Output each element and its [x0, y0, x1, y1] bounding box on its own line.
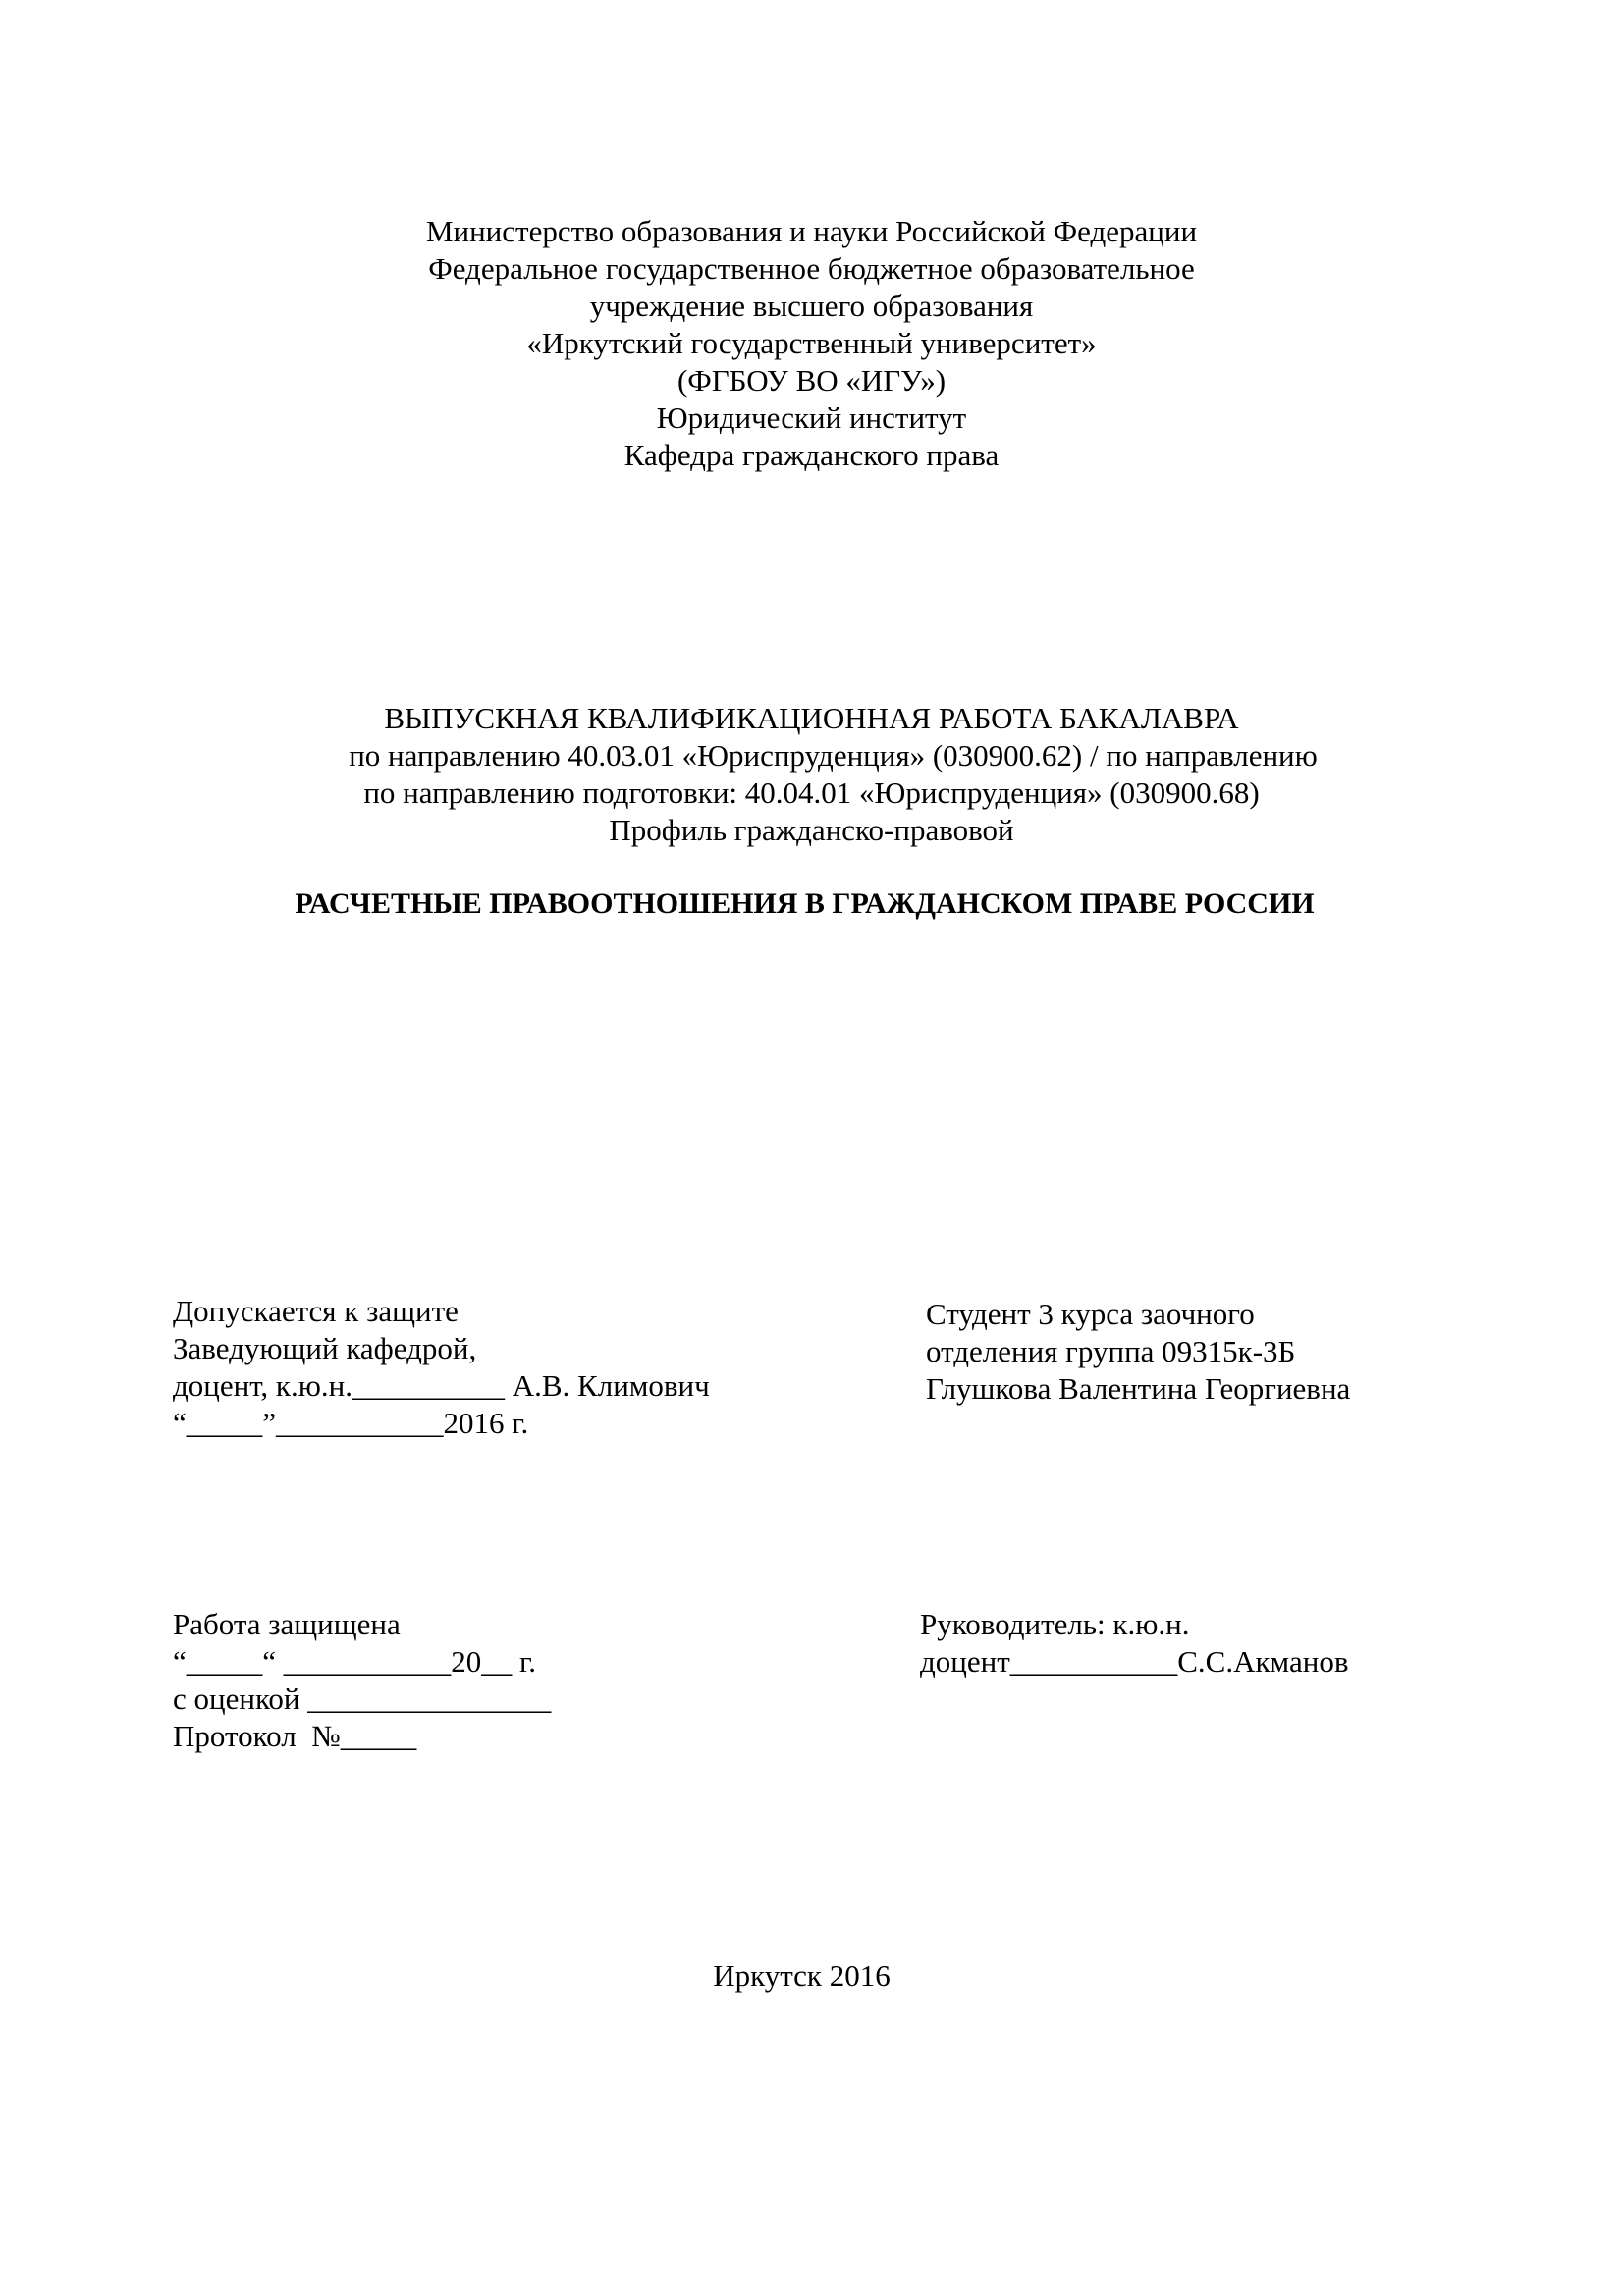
university-name: «Иркутский государственный университет»	[526, 326, 1097, 360]
supervisor-signature: доцент___________С.С.Акманов	[920, 1644, 1349, 1679]
admission-line-1: Допускается к защите	[173, 1294, 459, 1328]
thesis-title: РАСЧЕТНЫЕ ПРАВООТНОШЕНИЯ В ГРАЖДАНСКОМ ПРАВЕ РОССИИ	[295, 887, 1315, 920]
university-abbreviation: (ФГБОУ ВО «ИГУ»)	[676, 363, 947, 398]
direction-line-2: по направлению подготовки: 40.04.01 «Юриспруденция» (030900.68)	[363, 775, 1260, 810]
admission-date: “_____”___________2016 г.	[173, 1406, 529, 1440]
institute-name: Юридический институт	[656, 400, 967, 435]
defense-date: “_____“ ___________20__ г.	[173, 1644, 536, 1679]
admission-line-2: Заведующий кафедрой,	[173, 1331, 477, 1365]
work-type: ВЫПУСКНАЯ КВАЛИФИКАЦИОННАЯ РАБОТА БАКАЛАВРА	[384, 701, 1239, 735]
student-line-1: Студент 3 курса заочного	[926, 1297, 1255, 1331]
profile-line: Профиль гражданско-правовой	[609, 813, 1014, 847]
student-group: отделения группа 09315к-3Б	[926, 1334, 1296, 1368]
city-year: Иркутск 2016	[713, 1958, 891, 1993]
department-name: Кафедра гражданского права	[623, 438, 1000, 472]
defense-protocol: Протокол №_____	[173, 1719, 417, 1753]
supervisor-line-1: Руководитель: к.ю.н.	[920, 1607, 1190, 1641]
ministry-line: Министерство образования и науки Российской Федерации	[425, 214, 1198, 248]
direction-line-1: по направлению 40.03.01 «Юриспруденция» (030900.62) / по направлению	[349, 738, 1318, 773]
student-name: Глушкова Валентина Георгиевна	[926, 1371, 1351, 1406]
admission-head-signature: доцент, к.ю.н.__________ А.В. Климович	[173, 1368, 710, 1403]
institution-type-line: Федеральное государственное бюджетное образовательное	[428, 251, 1195, 286]
institution-type-line-2: учреждение высшего образования	[589, 289, 1034, 323]
defense-grade: с оценкой ________________	[173, 1682, 552, 1716]
defense-line-1: Работа защищена	[173, 1607, 401, 1641]
